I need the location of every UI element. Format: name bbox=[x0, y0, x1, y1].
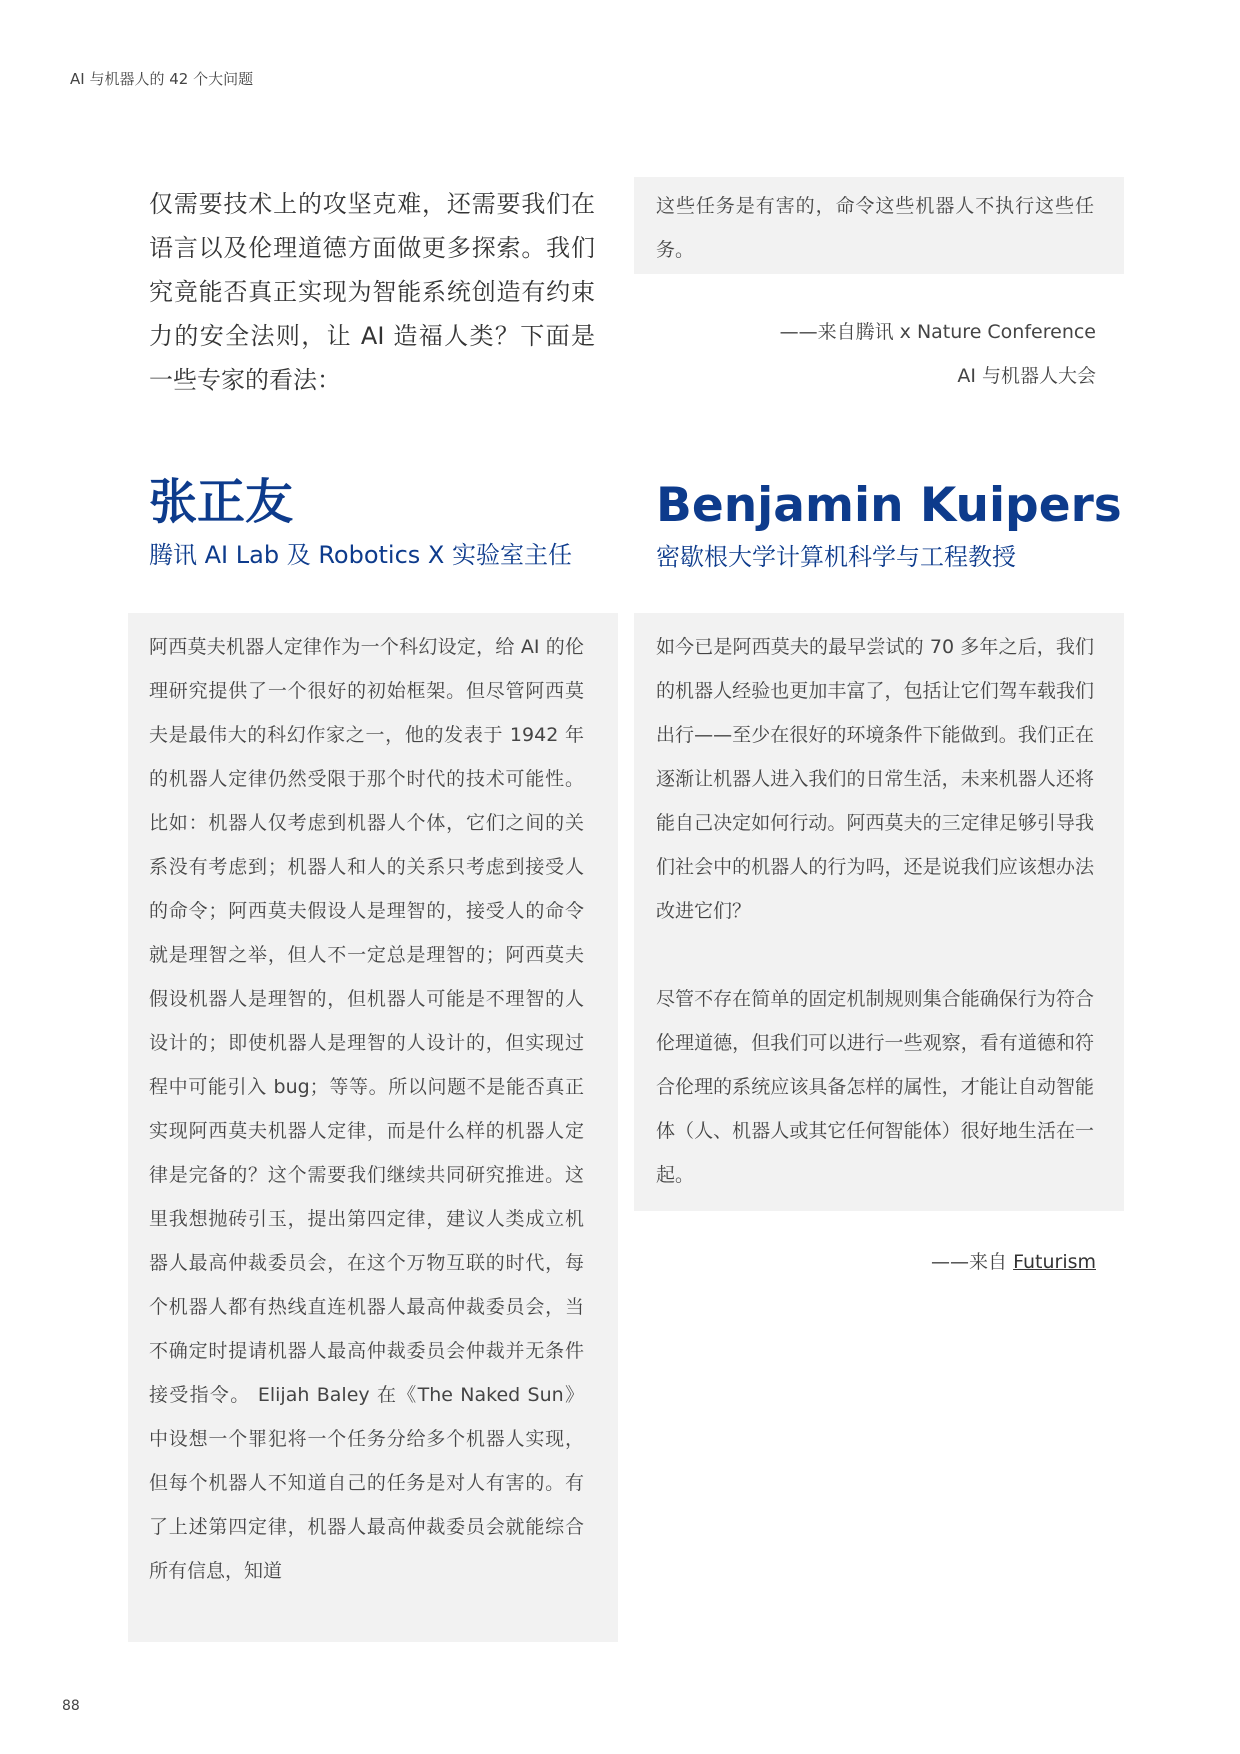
attribution-prefix: ——来自 bbox=[931, 1251, 1014, 1273]
kuipers-quote-text bbox=[634, 613, 1124, 1197]
top-quote-attribution bbox=[640, 310, 1096, 398]
page-number: 88 bbox=[62, 1698, 80, 1714]
expert-name-zhang: 张正友 bbox=[149, 474, 294, 530]
kuipers-attribution bbox=[640, 1240, 1096, 1284]
attribution-line-1: ——来自腾讯 x Nature Conference bbox=[779, 321, 1096, 343]
top-quote-text: 这些任务是有害的，命令这些机器人不执行这些任务。 bbox=[656, 195, 1094, 261]
kuipers-paragraph-2: 尽管不存在简单的固定机制规则集合能确保行为符合伦理道德，但我们可以进行一些观察，看有道德和符合伦理的系统应该具备怎样的属性，才能让自动智能体（人、机器人或其它任何智能体）很好地生活在一起。 bbox=[656, 988, 1094, 1186]
expert-title-kuipers: 密歇根大学计算机科学与工程教授 bbox=[656, 543, 1016, 571]
zhang-quote-box bbox=[128, 613, 618, 1642]
attribution-line-2: AI 与机器人大会 bbox=[957, 365, 1096, 387]
expert-title-zhang: 腾讯 AI Lab 及 Robotics X 实验室主任 bbox=[149, 541, 572, 569]
zhang-quote-text: 阿西莫夫机器人定律作为一个科幻设定，给 AI 的伦理研究提供了一个很好的初始框架。但尽管阿西莫夫是最伟大的科幻作家之一，他的发表于 1942 年的机器人定律仍然受限于那个时代的技术可能性。比如：机器人仅考虑到机器人个体，它们之间的关系没有考虑到；机器人和人的关系只考虑到接受人的命令；阿西莫夫假设人是理智的，接受人的命令就是理智之举，但人不一定总是理智的；阿西莫夫假设机器人是理智的，但机器人可能是不理智的人设计的；即使机器人是理智的人设计的，但实现过程中可能引入 bug；等等。所以问题不是能否真正实现阿西莫夫机器人定律，而是什么样的机器人定律是完备的？这个需要我们继续共同研究推进。这里我想抛砖引玉，提出第四定律，建议人类成立机器人最高仲裁委员会，在这个万物互联的时代，每个机器人都有热线直连机器人最高仲裁委员会，当不确定时提请机器人最高仲裁委员会仲裁并无条件接受指令。 Elijah Baley 在《The Naked Sun》中设想一个罪犯将一个任务分给多个机器人实现，但每个机器人不知道自己的任务是对人有害的。有了上述第四定律，机器人最高仲裁委员会就能综合所有信息，知道 bbox=[149, 636, 584, 1582]
top-quote-box bbox=[634, 177, 1124, 274]
running-header: AI 与机器人的 42 个大问题 bbox=[70, 70, 254, 88]
kuipers-quote-box bbox=[634, 613, 1124, 1211]
futurism-link[interactable]: Futurism bbox=[1013, 1251, 1096, 1273]
expert-name-kuipers: Benjamin Kuipers bbox=[656, 478, 1122, 533]
intro-paragraph: 仅需要技术上的攻坚克难，还需要我们在语言以及伦理道德方面做更多探索。我们究竟能否真正实现为智能系统创造有约束力的安全法则，让 AI 造福人类？下面是一些专家的看法： bbox=[149, 190, 595, 394]
kuipers-paragraph-1: 如今已是阿西莫夫的最早尝试的 70 多年之后，我们的机器人经验也更加丰富了，包括让它们驾车载我们出行——至少在很好的环境条件下能做到。我们正在逐渐让机器人进入我们的日常生活，未来机器人还将能自己决定如何行动。阿西莫夫的三定律足够引导我们社会中的机器人的行为吗，还是说我们应该想办法改进它们？ bbox=[656, 636, 1094, 922]
